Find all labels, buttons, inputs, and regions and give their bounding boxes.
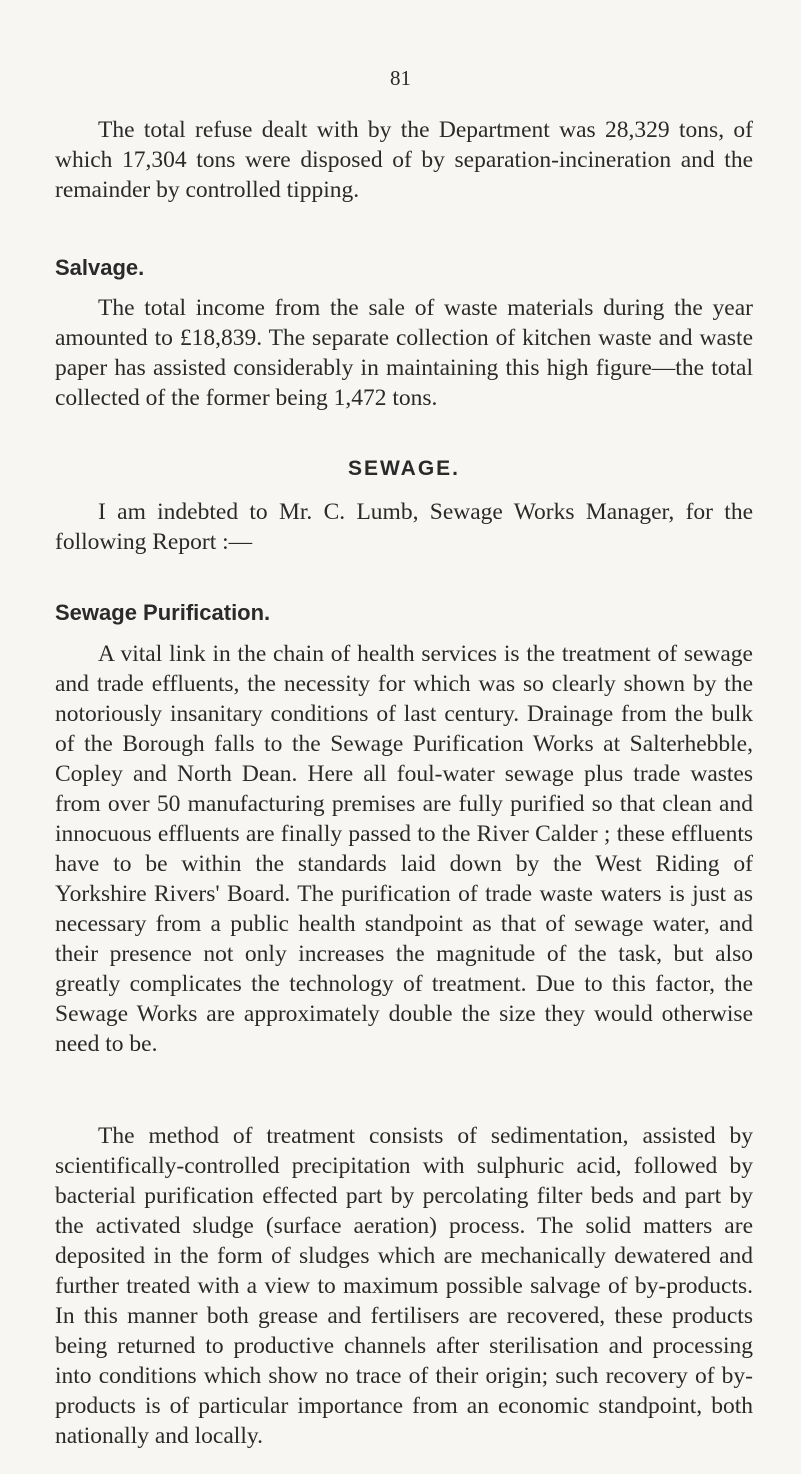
sewage-heading: SEWAGE. [347,457,461,480]
sewage-purification-heading: Sewage Purification. [55,600,271,625]
salvage-heading: Salvage. [55,255,145,280]
refuse-paragraph: The total refuse dealt with by the Department was 28,329 tons, of which 17,304 tons were disposed of by separation-incineration and the remainder by controlled tipping. [55,117,753,203]
page-number: 81 [390,66,411,90]
salvage-paragraph: The total income from the sale of waste materials during the year amounted to £18,839. The separate collection of kitchen waste and waste paper has assisted considerably in maintaining this high figure—the total collected of the former being 1,472 tons. [55,295,753,411]
report-intro-paragraph: I am indebted to Mr. C. Lumb, Sewage Works Manager, for the following Report :— [55,499,753,555]
purification-paragraph: A vital link in the chain of health services is the treatment of sewage and trade effluents, the necessity for which was so clearly shown by the notoriously insanitary conditions of last century. Drainage from the bulk of the Borough falls to the Sewage Purification Works at Salterhebble, Copley and North Dean. Here all foul-water sewage plus trade wastes from over 50 manufacturing premises are fully purified so that clean and innocuous effluents are finally passed to the River Calder ; these effluents have to be within the standards laid down by the West Riding of Yorkshire Rivers' Board. The purification of trade waste waters is just as necessary from a public health standpoint as that of sewage water, and their presence not only increases the magnitude of the task, but also greatly complicates the technology of treatment. Due to this factor, the Sewage Works are approximately double the size they would otherwise need to be. [55,641,753,1057]
document-body [55,115,753,1451]
treatment-method-paragraph: The method of treatment consists of sedimentation, assisted by scientifically-controlled precipitation with sulphuric acid, followed by bacterial purification effected part by percolating filter beds and part by the activated sludge (surface aeration) process. The solid matters are deposited in the form of sludges which are mechanically dewatered and further treated with a view to maximum possible salvage of by-products. In this manner both grease and fertilisers are recovered, these products being returned to productive channels after sterilisation and processing into conditions which show no trace of their origin; such recovery of by-products is of particular importance from an economic standpoint, both nationally and locally. [55,1123,753,1449]
